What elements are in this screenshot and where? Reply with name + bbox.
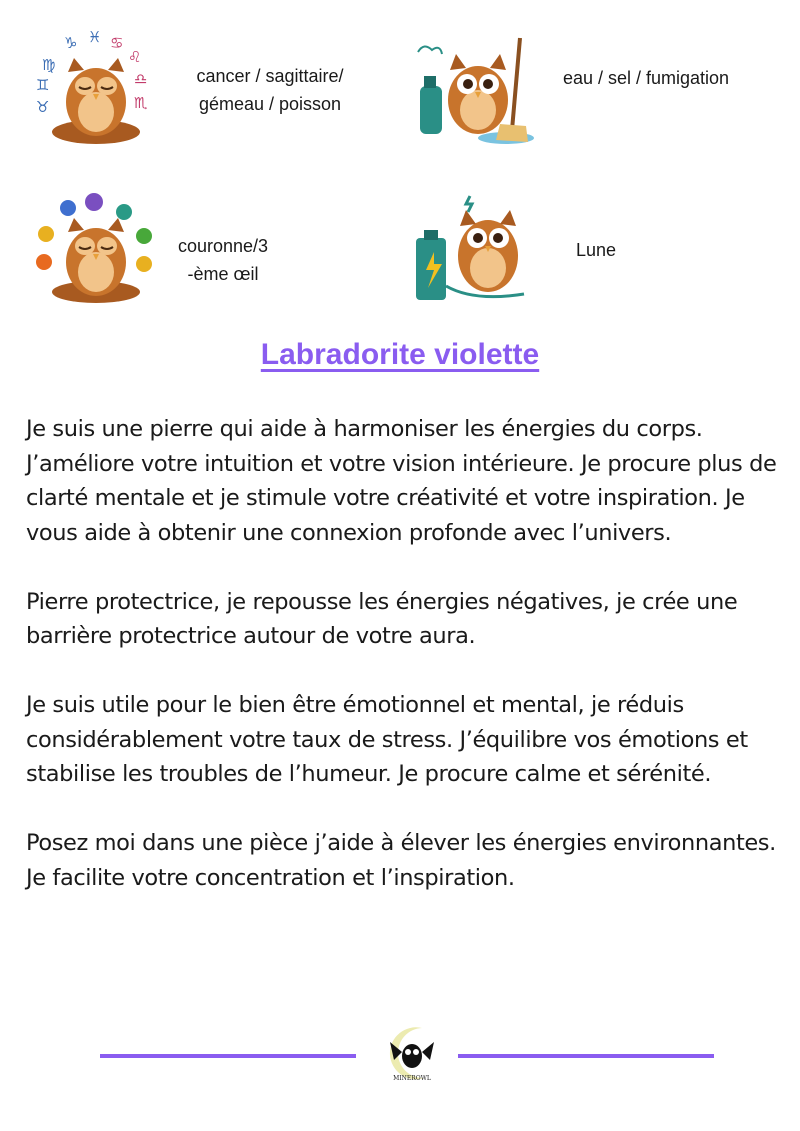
chakra-label [158, 232, 288, 288]
paragraph-protection: Pierre protectrice, je repousse les énergies négatives, je crée une barrière protectrice autour de votre aura. [26, 588, 738, 649]
recharge-cell [400, 160, 800, 320]
zodiac-cell [0, 0, 400, 160]
footer-divider-right [458, 1054, 714, 1058]
svg-text:♌: ♌ [128, 48, 142, 66]
zodiac-owl-icon [34, 28, 158, 150]
stone-attributes [0, 0, 800, 320]
zodiac-line-1: cancer / sagittaire/ [196, 66, 344, 86]
svg-text:♊: ♊ [36, 76, 50, 94]
footer-divider-left [100, 1054, 356, 1058]
svg-text:♏: ♏ [134, 94, 148, 112]
recharge-label [546, 236, 646, 264]
svg-text:♋: ♋ [110, 34, 124, 52]
svg-text:♑: ♑ [64, 34, 78, 52]
stone-description [26, 412, 796, 930]
recharge-line-1: Lune [575, 240, 617, 260]
chakra-owl-icon [34, 190, 158, 306]
chakra-line-1: couronne/3 [177, 236, 269, 256]
paragraph-wellbeing: Je suis utile pour le bien être émotionnel et mental, je réduis considérablement votre taux de stress. J’équilibre vos émotions et stabilise les troubles de l’humeur. Je procure calme et sérénité. [26, 692, 748, 787]
paragraph-placement: Posez moi dans une pièce j’aide à élever les énergies environnantes. Je facilite votre concentration et l’inspiration. [26, 830, 776, 891]
paragraph-intuition: Je suis une pierre qui aide à harmoniser les énergies du corps. J’améliore votre intuition et votre vision intérieure. Je procure plus de clarté mentale et je stimule votre créativité et votre inspiration. Je vous aide à obtenir une connexion profonde avec l’univers. [26, 416, 777, 546]
cleaning-owl-icon [416, 34, 536, 146]
svg-text:♓: ♓ [88, 28, 102, 46]
cleansing-line-1: eau / sel / fumigation [562, 68, 730, 88]
cleansing-label [546, 64, 746, 92]
owl-moon-logo-icon [382, 1022, 442, 1086]
cleansing-cell [400, 0, 800, 160]
svg-text:♍: ♍ [42, 56, 56, 74]
page-title: Labradorite violette [260, 338, 540, 371]
svg-text:♎: ♎ [134, 70, 148, 88]
chakra-cell [0, 160, 400, 320]
zodiac-label [170, 62, 370, 118]
chakra-line-2: -ème œil [187, 264, 259, 284]
zodiac-line-2: gémeau / poisson [198, 94, 342, 114]
logo-text: MINEROWL [393, 1075, 431, 1082]
svg-text:♉: ♉ [36, 98, 50, 116]
battery-owl-icon [414, 186, 534, 304]
